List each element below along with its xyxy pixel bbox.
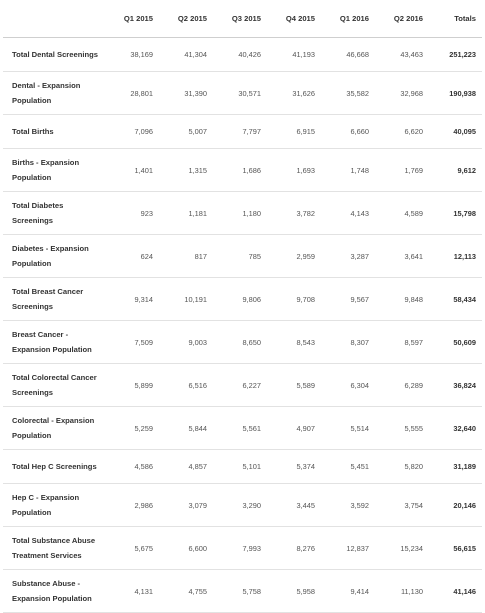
row-total-cell: 41,146 bbox=[429, 570, 482, 613]
table-cell: 8,543 bbox=[267, 321, 321, 364]
table-cell: 9,567 bbox=[321, 278, 375, 321]
table-cell: 41,304 bbox=[159, 38, 213, 72]
table-cell: 9,848 bbox=[375, 278, 429, 321]
table-cell: 1,180 bbox=[213, 192, 267, 235]
table-cell: 3,290 bbox=[213, 484, 267, 527]
table-cell: 4,131 bbox=[105, 570, 159, 613]
table-cell: 3,754 bbox=[375, 484, 429, 527]
table-row bbox=[3, 484, 482, 527]
table-cell: 5,561 bbox=[213, 407, 267, 450]
table-cell: 9,003 bbox=[159, 321, 213, 364]
table-cell: 31,390 bbox=[159, 72, 213, 115]
table-row bbox=[3, 192, 482, 235]
table-cell: 6,915 bbox=[267, 115, 321, 149]
table-row bbox=[3, 321, 482, 364]
table-cell: 1,748 bbox=[321, 149, 375, 192]
table-cell: 28,801 bbox=[105, 72, 159, 115]
table-cell: 8,597 bbox=[375, 321, 429, 364]
row-total-cell: 190,938 bbox=[429, 72, 482, 115]
row-label: Total Colorectal Cancer Screenings bbox=[3, 364, 105, 407]
table-cell: 923 bbox=[105, 192, 159, 235]
row-total-cell: 9,612 bbox=[429, 149, 482, 192]
table-cell: 4,755 bbox=[159, 570, 213, 613]
table-cell: 5,374 bbox=[267, 450, 321, 484]
row-label: Hep C - Expansion Population bbox=[3, 484, 105, 527]
table-cell: 9,806 bbox=[213, 278, 267, 321]
table-row bbox=[3, 115, 482, 149]
header-row bbox=[3, 0, 482, 38]
table-cell: 5,259 bbox=[105, 407, 159, 450]
row-label: Substance Abuse - Expansion Population bbox=[3, 570, 105, 613]
row-label: Total Breast Cancer Screenings bbox=[3, 278, 105, 321]
table-row bbox=[3, 407, 482, 450]
table-cell: 4,589 bbox=[375, 192, 429, 235]
row-total-cell: 251,223 bbox=[429, 38, 482, 72]
row-total-cell: 31,189 bbox=[429, 450, 482, 484]
table-row bbox=[3, 570, 482, 613]
table-cell: 5,451 bbox=[321, 450, 375, 484]
row-total-cell: 12,113 bbox=[429, 235, 482, 278]
table-cell: 46,668 bbox=[321, 38, 375, 72]
table-cell: 2,959 bbox=[267, 235, 321, 278]
table-cell: 5,514 bbox=[321, 407, 375, 450]
table-cell: 6,289 bbox=[375, 364, 429, 407]
table-row bbox=[3, 235, 482, 278]
table-cell: 5,589 bbox=[267, 364, 321, 407]
column-header: Q3 2015 bbox=[213, 0, 267, 38]
table-cell: 30,571 bbox=[213, 72, 267, 115]
table-body bbox=[3, 38, 482, 613]
table-cell: 3,445 bbox=[267, 484, 321, 527]
row-label: Total Dental Screenings bbox=[3, 38, 105, 72]
table-cell: 32,968 bbox=[375, 72, 429, 115]
table-cell: 9,414 bbox=[321, 570, 375, 613]
table-cell: 6,304 bbox=[321, 364, 375, 407]
table-cell: 5,675 bbox=[105, 527, 159, 570]
table-cell: 31,626 bbox=[267, 72, 321, 115]
table-cell: 8,650 bbox=[213, 321, 267, 364]
table-cell: 7,096 bbox=[105, 115, 159, 149]
table-cell: 5,958 bbox=[267, 570, 321, 613]
table-row bbox=[3, 527, 482, 570]
table-cell: 1,401 bbox=[105, 149, 159, 192]
table-cell: 4,143 bbox=[321, 192, 375, 235]
table-cell: 6,660 bbox=[321, 115, 375, 149]
table-cell: 41,193 bbox=[267, 38, 321, 72]
column-header: Q4 2015 bbox=[267, 0, 321, 38]
row-label: Total Diabetes Screenings bbox=[3, 192, 105, 235]
table-cell: 6,227 bbox=[213, 364, 267, 407]
row-total-cell: 15,798 bbox=[429, 192, 482, 235]
row-total-cell: 36,824 bbox=[429, 364, 482, 407]
table-cell: 6,620 bbox=[375, 115, 429, 149]
row-label: Total Births bbox=[3, 115, 105, 149]
row-label: Colorectal - Expansion Population bbox=[3, 407, 105, 450]
data-table bbox=[3, 0, 482, 613]
row-label: Diabetes - Expansion Population bbox=[3, 235, 105, 278]
table-cell: 11,130 bbox=[375, 570, 429, 613]
table-cell: 43,463 bbox=[375, 38, 429, 72]
column-header: Q2 2015 bbox=[159, 0, 213, 38]
table-cell: 5,899 bbox=[105, 364, 159, 407]
table-cell: 3,782 bbox=[267, 192, 321, 235]
table-cell: 8,276 bbox=[267, 527, 321, 570]
table-cell: 4,857 bbox=[159, 450, 213, 484]
table-row bbox=[3, 450, 482, 484]
row-total-cell: 40,095 bbox=[429, 115, 482, 149]
table-cell: 5,758 bbox=[213, 570, 267, 613]
table-header bbox=[3, 0, 482, 38]
table-row bbox=[3, 72, 482, 115]
table-cell: 35,582 bbox=[321, 72, 375, 115]
table-cell: 5,820 bbox=[375, 450, 429, 484]
table-row bbox=[3, 364, 482, 407]
table-cell: 3,079 bbox=[159, 484, 213, 527]
row-total-cell: 50,609 bbox=[429, 321, 482, 364]
table-cell: 3,641 bbox=[375, 235, 429, 278]
table-cell: 38,169 bbox=[105, 38, 159, 72]
column-header: Q1 2015 bbox=[105, 0, 159, 38]
table-cell: 8,307 bbox=[321, 321, 375, 364]
table-cell: 5,555 bbox=[375, 407, 429, 450]
table-cell: 15,234 bbox=[375, 527, 429, 570]
table-cell: 9,314 bbox=[105, 278, 159, 321]
table-cell: 1,693 bbox=[267, 149, 321, 192]
column-header-totals: Totals bbox=[429, 0, 482, 38]
table-cell: 6,600 bbox=[159, 527, 213, 570]
row-total-cell: 20,146 bbox=[429, 484, 482, 527]
table-cell: 1,769 bbox=[375, 149, 429, 192]
row-total-cell: 58,434 bbox=[429, 278, 482, 321]
table-cell: 624 bbox=[105, 235, 159, 278]
table-cell: 7,993 bbox=[213, 527, 267, 570]
table-cell: 1,315 bbox=[159, 149, 213, 192]
table-cell: 3,592 bbox=[321, 484, 375, 527]
table-cell: 5,007 bbox=[159, 115, 213, 149]
table-cell: 5,101 bbox=[213, 450, 267, 484]
table-cell: 785 bbox=[213, 235, 267, 278]
row-label: Total Hep C Screenings bbox=[3, 450, 105, 484]
table-cell: 7,509 bbox=[105, 321, 159, 364]
row-label: Total Substance Abuse Treatment Services bbox=[3, 527, 105, 570]
table-row bbox=[3, 38, 482, 72]
table-cell: 1,181 bbox=[159, 192, 213, 235]
row-total-cell: 32,640 bbox=[429, 407, 482, 450]
row-total-cell: 56,615 bbox=[429, 527, 482, 570]
table-cell: 9,708 bbox=[267, 278, 321, 321]
column-header: Q2 2016 bbox=[375, 0, 429, 38]
row-label: Breast Cancer - Expansion Population bbox=[3, 321, 105, 364]
row-label: Dental - Expansion Population bbox=[3, 72, 105, 115]
table-cell: 12,837 bbox=[321, 527, 375, 570]
table-cell: 5,844 bbox=[159, 407, 213, 450]
column-header: Q1 2016 bbox=[321, 0, 375, 38]
table-cell: 1,686 bbox=[213, 149, 267, 192]
table-cell: 40,426 bbox=[213, 38, 267, 72]
table-cell: 7,797 bbox=[213, 115, 267, 149]
header-corner bbox=[3, 0, 105, 38]
row-label: Births - Expansion Population bbox=[3, 149, 105, 192]
table-cell: 2,986 bbox=[105, 484, 159, 527]
table-cell: 4,586 bbox=[105, 450, 159, 484]
table-cell: 817 bbox=[159, 235, 213, 278]
table-cell: 4,907 bbox=[267, 407, 321, 450]
table-row bbox=[3, 149, 482, 192]
table-cell: 3,287 bbox=[321, 235, 375, 278]
table-cell: 6,516 bbox=[159, 364, 213, 407]
table-cell: 10,191 bbox=[159, 278, 213, 321]
table-row bbox=[3, 278, 482, 321]
